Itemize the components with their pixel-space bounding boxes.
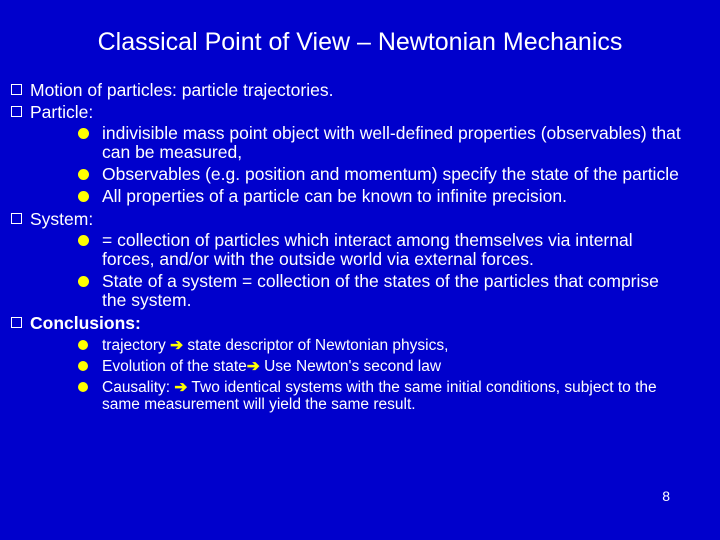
bullet-text: Conclusions: [30,313,141,333]
sub-text-after: Use Newton's second law [259,358,442,375]
bullet-text: Motion of particles: particle trajectories. [30,80,334,100]
dot-bullet-icon [78,169,89,180]
conclusion-sub-item [10,358,662,375]
slide-content [10,80,710,417]
sub-text: = collection of particles which interact among themselves via internal forces, and/or with the outside world via external forces. [102,230,633,269]
bullet-motion [10,80,710,100]
dot-bullet-icon [78,235,89,246]
bullet-text: System: [30,209,94,229]
system-sub-item [10,231,682,269]
bullet-conclusions [10,313,710,333]
square-bullet-icon [11,106,22,117]
dot-bullet-icon [78,361,88,371]
sub-text: State of a system = collection of the states of the particles that comprise the system. [102,271,659,310]
dot-bullet-icon [78,191,89,202]
particle-sub-item [10,165,682,184]
particle-sub-item [10,187,682,206]
square-bullet-icon [11,84,22,95]
bullet-system [10,209,710,229]
right-arrow-icon: ➔ [174,379,188,396]
sub-text-after: Two identical systems with the same initial conditions, subject to the same measurement will yield the same result. [102,379,657,413]
system-sub-item [10,272,682,310]
right-arrow-icon: ➔ [170,337,184,354]
particle-sub-item [10,124,682,162]
dot-bullet-icon [78,128,89,139]
sub-text-after: state descriptor of Newtonian physics, [183,337,449,354]
bullet-particle [10,102,710,122]
dot-bullet-icon [78,382,88,392]
page-number: 8 [662,488,670,504]
right-arrow-icon: ➔ [246,358,260,375]
dot-bullet-icon [78,276,89,287]
conclusion-sub-item [10,379,662,413]
sub-text: All properties of a particle can be known to infinite precision. [102,186,567,206]
sub-text: indivisible mass point object with well-defined properties (observables) that can be measured, [102,123,681,162]
square-bullet-icon [11,213,22,224]
slide-title: Classical Point of View – Newtonian Mechanics [97,28,623,56]
bullet-text: Particle: [30,102,94,122]
sub-text-before: Evolution of the state [102,358,247,375]
sub-text-before: trajectory [102,337,171,354]
square-bullet-icon [11,317,22,328]
sub-text: Observables (e.g. position and momentum) specify the state of the particle [102,164,679,184]
conclusion-sub-item [10,337,662,354]
sub-text-before: Causality: [102,379,175,396]
dot-bullet-icon [78,340,88,350]
